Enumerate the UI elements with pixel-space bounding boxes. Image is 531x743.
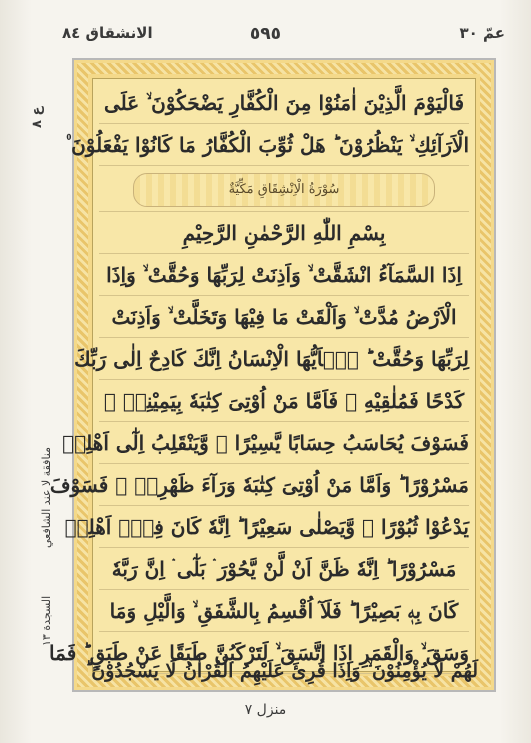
- line-rule: [99, 631, 469, 632]
- text-panel: [49, 78, 476, 672]
- line-rule: [99, 337, 469, 338]
- sajdah-note: السجدة ١٣: [40, 595, 53, 646]
- line-rule: [99, 253, 469, 254]
- line-rule: [99, 211, 469, 212]
- surah-label: الانشقاق ٨٤: [62, 24, 153, 42]
- text-line: كَانَ بِهٖ بَصِيْرًا ؕ فَلَآ اُقْسِمُ بِالشَّفَقِ ۙ وَالَّيْلِ وَمَا: [109, 599, 459, 623]
- text-line-last: لَهُمْ لَا يُؤْمِنُوْنَ ۙ وَاِذَا قُرِئَ عَلَيْهِمُ الْقُرْاٰنُ لَا يَسْجُدُوْنَ ؕ: [85, 660, 478, 682]
- text-line: فَالْيَوْمَ الَّذِيْنَ اٰمَنُوْا مِنَ الْكُفَّارِ يَضْحَكُوْنَ ۙ عَلَى: [103, 91, 465, 115]
- page-number: ٥٩٥: [249, 24, 282, 44]
- line-rule: [99, 505, 469, 506]
- side-note: منافقة لا عند الشافعي: [40, 446, 53, 548]
- line-rule: [99, 589, 469, 590]
- line-rule: [99, 165, 469, 166]
- text-line: وَسَقَ ۙ وَالْقَمَرِ اِذَا اتَّسَقَ ۙ لَتَرْكَبُنَّ طَبَقًا عَنْ طَبَقٍ ؕ فَمَا: [49, 641, 469, 665]
- text-line: كَدْحًا فَمُلٰقِيْهِ ۚ فَاَمَّا مَنْ اُوْتِىَ كِتٰبَهٗ بِيَمِيْنِهٖ ۙ: [103, 389, 465, 413]
- text-line: مَسْرُوْرًا ؕ اِنَّهٗ ظَنَّ اَنْ لَّنْ يَّحُوْرَ ۛ بَلٰٓى ۛ اِنَّ رَبَّهٗ: [111, 557, 457, 581]
- bismillah: بِسْمِ اللّٰهِ الرَّحْمٰنِ الرَّحِيْمِ: [182, 221, 386, 245]
- line-rule: [99, 295, 469, 296]
- juz-label: عمّ ٣٠: [459, 24, 505, 42]
- line-rule: [99, 547, 469, 548]
- text-line: مَسْرُوْرًا ؕ وَاَمَّا مَنْ اُوْتِىَ كِتٰبَهٗ وَرَآءَ ظَهْرِهٖ ۙ فَسَوْفَ: [49, 473, 469, 497]
- ornamental-frame: [49, 58, 496, 692]
- surah-banner: سُوْرَةُ الْاِنْشِقَاقِ مَكِّيَّةٌ: [133, 173, 435, 207]
- text-line: الْاَرَآئِكِ ۙ يَنْظُرُوْنَ ؕ هَلْ ثُوِّبَ الْكُفَّارُ مَا كَانُوْا يَفْعَلُوْنَ ۠: [66, 133, 469, 157]
- text-line: الْاَرْضُ مُدَّتْ ۙ وَاَلْقَتْ مَا فِيْهَا وَتَخَلَّتْ ۙ وَاَذِنَتْ: [111, 305, 457, 329]
- line-rule: [99, 123, 469, 124]
- manzil-label: منزل ٧: [244, 702, 287, 718]
- line-rule: [99, 379, 469, 380]
- text-line: يَدْعُوْا ثُبُوْرًا ۙ وَّيَصْلٰى سَعِيْرًا ؕ اِنَّهٗ كَانَ فِىْۤ اَهْلِهٖ: [64, 515, 469, 539]
- text-line: اِذَا السَّمَآءُ انْشَقَّتْ ۙ وَاَذِنَتْ لِرَبِّهَا وَحُقَّتْ ۙ وَاِذَا: [106, 263, 462, 287]
- text-line: لِرَبِّهَا وَحُقَّتْ ؕ يٰۤاَيُّهَا الْاِنْسَانُ اِنَّكَ كَادِحٌ اِلٰى رَبِّكَ: [74, 347, 469, 371]
- line-rule: [99, 421, 469, 422]
- text-line: فَسَوْفَ يُحَاسَبُ حِسَابًا يَّسِيْرًا ۙ وَّيَنْقَلِبُ اِلٰٓى اَهْلِهٖ: [62, 431, 469, 455]
- line-rule: [99, 463, 469, 464]
- ruku-marker: ع ٨: [30, 106, 45, 128]
